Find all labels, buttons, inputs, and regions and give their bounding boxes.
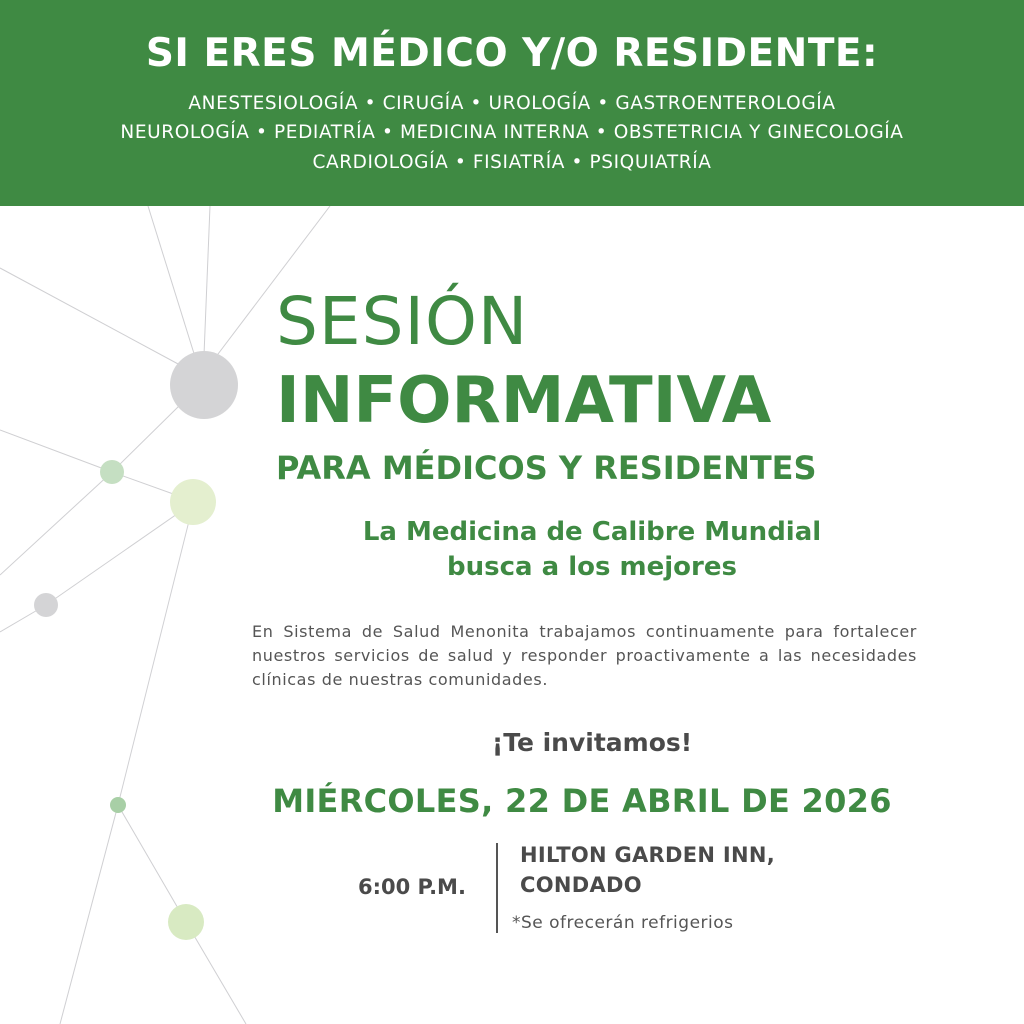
- network-line: [118, 805, 186, 922]
- event-date: MIÉRCOLES, 22 DE ABRIL DE 2026: [272, 782, 892, 820]
- venue-line-1: HILTON GARDEN INN,: [520, 843, 776, 867]
- invite-heading: ¡Te invitamos!: [491, 728, 693, 757]
- network-line: [0, 430, 112, 472]
- venue-line-2: CONDADO: [520, 873, 642, 897]
- event-time: 6:00 P.M.: [358, 875, 466, 899]
- header-banner: [0, 0, 1024, 206]
- title-line-1: SESIÓN: [276, 283, 529, 360]
- network-line: [118, 505, 193, 805]
- specialty-line-3: CARDIOLOGÍA • FISIATRÍA • PSIQUIATRÍA: [312, 152, 712, 173]
- header-title: SI ERES MÉDICO Y/O RESIDENTE:: [145, 31, 879, 76]
- specialty-line-1: ANESTESIOLOGÍA • CIRUGÍA • UROLOGÍA • GASTROENTEROLOGÍA: [188, 93, 836, 114]
- network-line: [46, 505, 190, 605]
- network-node: [170, 479, 216, 525]
- event-venue: [520, 840, 775, 900]
- title-line-2: INFORMATIVA: [276, 364, 772, 438]
- network-node: [110, 797, 126, 813]
- specialty-line-2: NEUROLOGÍA • PEDIATRÍA • MEDICINA INTERNA • OBSTETRICIA Y GINECOLOGÍA: [120, 122, 904, 143]
- tagline: [252, 515, 932, 585]
- network-line: [0, 472, 112, 575]
- network-line: [112, 405, 180, 472]
- tagline-line-1: La Medicina de Calibre Mundial: [362, 517, 822, 547]
- network-node: [168, 904, 204, 940]
- network-node: [170, 351, 238, 419]
- network-line: [204, 206, 210, 355]
- divider: [496, 843, 498, 933]
- body-paragraph: En Sistema de Salud Menonita trabajamos continuamente para fortalecer nuestros servicios de salud y responder proactivamente a las necesidades clínicas de nuestras comunidades.: [252, 622, 917, 689]
- title-line-3: PARA MÉDICOS Y RESIDENTES: [276, 449, 817, 487]
- network-line: [148, 206, 196, 360]
- network-node: [100, 460, 124, 484]
- network-line: [0, 268, 180, 365]
- refreshments-note: *Se ofrecerán refrigerios: [512, 913, 734, 933]
- network-line: [60, 805, 118, 1024]
- network-node: [34, 593, 58, 617]
- tagline-line-2: busca a los mejores: [447, 552, 737, 582]
